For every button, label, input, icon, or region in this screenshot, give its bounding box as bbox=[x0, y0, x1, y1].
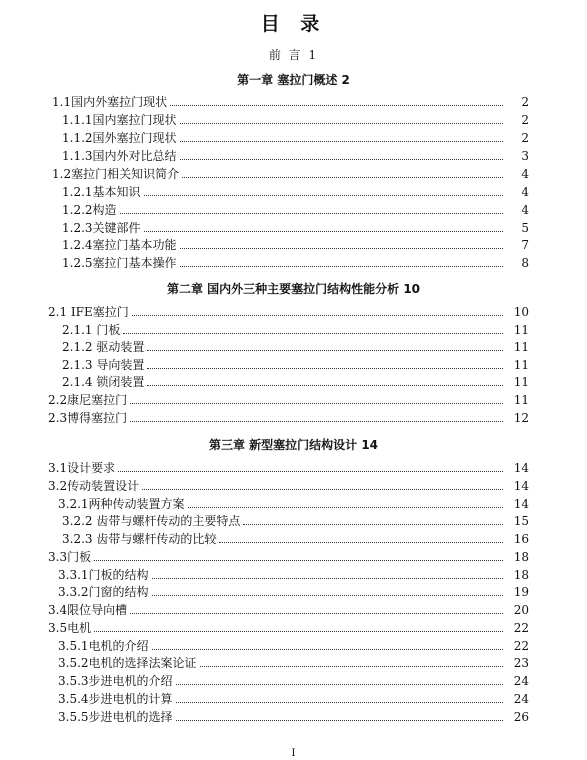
dot-leader bbox=[180, 266, 503, 267]
toc-entry[interactable] bbox=[62, 530, 529, 546]
dot-leader bbox=[176, 684, 503, 685]
toc-entry-text: 3.2.1两种传动装置方案 bbox=[58, 497, 185, 511]
toc-entry[interactable] bbox=[48, 477, 529, 493]
toc-entry[interactable] bbox=[62, 183, 529, 199]
chapter-heading-3[interactable]: 第三章 新型塞拉门结构设计 14 bbox=[208, 438, 379, 452]
dot-leader bbox=[94, 560, 503, 561]
toc-entry-page: 5 bbox=[521, 221, 529, 235]
preface-entry[interactable]: 前 言 1 bbox=[268, 48, 319, 62]
toc-entry-page: 2 bbox=[521, 131, 529, 145]
dot-leader bbox=[170, 105, 503, 106]
toc-entry-text: 3.2.2 齿带与螺杆传动的主要特点 bbox=[62, 514, 241, 528]
toc-entry-page: 10 bbox=[513, 305, 529, 319]
toc-entry[interactable] bbox=[58, 708, 529, 724]
dot-leader bbox=[152, 649, 503, 650]
toc-entry-text: 3.5.2电机的选择法案论证 bbox=[58, 656, 197, 670]
dot-leader bbox=[118, 471, 503, 472]
toc-entry-text: 3.1设计要求 bbox=[48, 461, 116, 475]
dot-leader bbox=[94, 631, 503, 632]
dot-leader bbox=[219, 542, 503, 543]
toc-entry[interactable] bbox=[62, 147, 529, 163]
toc-entry[interactable] bbox=[58, 495, 529, 511]
toc-entry[interactable] bbox=[58, 566, 529, 582]
toc-entry-text: 3.5.1电机的介绍 bbox=[58, 639, 149, 653]
dot-leader bbox=[180, 123, 503, 124]
toc-entry-page: 24 bbox=[513, 692, 529, 706]
toc-entry-page: 14 bbox=[513, 461, 529, 475]
toc-entry-text: 3.3.1门板的结构 bbox=[58, 568, 149, 582]
toc-entry-page: 2 bbox=[521, 113, 529, 127]
toc-entry-text: 3.2传动装置设计 bbox=[48, 479, 140, 493]
toc-entry[interactable] bbox=[48, 619, 529, 635]
dot-leader bbox=[176, 702, 503, 703]
toc-entry-text: 2.2康尼塞拉门 bbox=[48, 393, 128, 407]
toc-entry[interactable] bbox=[62, 338, 529, 354]
dot-leader bbox=[188, 507, 503, 508]
dot-leader bbox=[152, 595, 503, 596]
toc-entry-text: 3.2.3 齿带与螺杆传动的比较 bbox=[62, 532, 217, 546]
toc-entry-page: 4 bbox=[521, 203, 529, 217]
dot-leader bbox=[152, 578, 503, 579]
toc-entry-text: 3.3.2门窗的结构 bbox=[58, 585, 149, 599]
dot-leader bbox=[180, 159, 503, 160]
toc-entry-page: 12 bbox=[513, 411, 529, 425]
toc-entry-page: 16 bbox=[513, 532, 529, 546]
toc-entry-text: 2.1.4 锁闭装置 bbox=[62, 375, 145, 389]
dot-leader bbox=[147, 350, 503, 351]
toc-entry-page: 11 bbox=[513, 323, 529, 337]
toc-entry[interactable] bbox=[48, 601, 529, 617]
toc-entry-text: 1.1.2国外塞拉门现状 bbox=[62, 131, 177, 145]
toc-entry-text: 2.1 IFE塞拉门 bbox=[48, 305, 129, 319]
toc-entry-text: 1.2.1基本知识 bbox=[62, 185, 141, 199]
toc-entry[interactable] bbox=[58, 637, 529, 653]
toc-entry[interactable] bbox=[58, 583, 529, 599]
toc-entry[interactable] bbox=[62, 512, 529, 528]
dot-leader bbox=[243, 524, 503, 525]
toc-entry-text: 2.1.2 驱动装置 bbox=[62, 340, 145, 354]
toc-entry-text: 3.5.3步进电机的介绍 bbox=[58, 674, 173, 688]
toc-entry[interactable] bbox=[52, 165, 529, 181]
toc-entry-text: 1.1国内外塞拉门现状 bbox=[52, 95, 168, 109]
toc-entry[interactable] bbox=[62, 373, 529, 389]
toc-entry-page: 22 bbox=[513, 639, 529, 653]
toc-entry-text: 1.1.3国内外对比总结 bbox=[62, 149, 177, 163]
toc-entry[interactable] bbox=[48, 409, 529, 425]
toc-entry-page: 14 bbox=[513, 497, 529, 511]
dot-leader bbox=[130, 403, 503, 404]
toc-entry-page: 26 bbox=[513, 710, 529, 724]
toc-entry-text: 2.1.1 门板 bbox=[62, 323, 121, 337]
chapter-heading-1[interactable]: 第一章 塞拉门概述 2 bbox=[237, 73, 350, 87]
toc-entry-page: 18 bbox=[513, 550, 529, 564]
toc-entry[interactable] bbox=[48, 459, 529, 475]
dot-leader bbox=[180, 248, 503, 249]
dot-leader bbox=[130, 613, 503, 614]
toc-entry-text: 1.2塞拉门相关知识简介 bbox=[52, 167, 180, 181]
toc-entry-text: 3.5.4步进电机的计算 bbox=[58, 692, 173, 706]
dot-leader bbox=[144, 231, 503, 232]
toc-entry[interactable] bbox=[62, 236, 529, 252]
toc-entry-text: 3.5.5步进电机的选择 bbox=[58, 710, 173, 724]
toc-entry-page: 7 bbox=[521, 238, 529, 252]
toc-entry-text: 3.5电机 bbox=[48, 621, 92, 635]
dot-leader bbox=[176, 720, 503, 721]
dot-leader bbox=[144, 195, 503, 196]
toc-entry-page: 11 bbox=[513, 358, 529, 372]
toc-entry-text: 1.2.5塞拉门基本操作 bbox=[62, 256, 177, 270]
dot-leader bbox=[147, 368, 503, 369]
toc-entry-text: 2.1.3 导向装置 bbox=[62, 358, 145, 372]
toc-entry-text: 1.2.2构造 bbox=[62, 203, 117, 217]
toc-entry[interactable] bbox=[62, 321, 529, 337]
toc-entry[interactable] bbox=[62, 129, 529, 145]
toc-entry-text: 3.4限位导向槽 bbox=[48, 603, 128, 617]
toc-entry-page: 11 bbox=[513, 375, 529, 389]
toc-entry-page: 22 bbox=[513, 621, 529, 635]
toc-entry-page: 11 bbox=[513, 393, 529, 407]
toc-entry-page: 4 bbox=[521, 185, 529, 199]
toc-entry[interactable] bbox=[48, 391, 529, 407]
page-number-footer: I bbox=[291, 748, 296, 759]
dot-leader bbox=[180, 141, 503, 142]
toc-entry[interactable] bbox=[62, 201, 529, 217]
toc-entry-text: 1.2.4塞拉门基本功能 bbox=[62, 238, 177, 252]
dot-leader bbox=[200, 666, 503, 667]
toc-entry-page: 15 bbox=[513, 514, 529, 528]
toc-entry[interactable] bbox=[58, 654, 529, 670]
chapter-heading-2[interactable]: 第二章 国内外三种主要塞拉门结构性能分析 10 bbox=[166, 282, 421, 296]
toc-entry[interactable] bbox=[48, 548, 529, 564]
toc-entry-page: 4 bbox=[521, 167, 529, 181]
toc-entry-page: 20 bbox=[513, 603, 529, 617]
toc-entry[interactable] bbox=[52, 93, 529, 109]
toc-entry[interactable] bbox=[58, 690, 529, 706]
toc-entry[interactable] bbox=[48, 303, 529, 319]
dot-leader bbox=[147, 385, 503, 386]
toc-entry-page: 8 bbox=[521, 256, 529, 270]
page-title: 目 录 bbox=[260, 13, 327, 35]
toc-entry-text: 2.3博得塞拉门 bbox=[48, 411, 128, 425]
toc-entry[interactable] bbox=[62, 356, 529, 372]
toc-entry-page: 3 bbox=[521, 149, 529, 163]
toc-entry-page: 14 bbox=[513, 479, 529, 493]
toc-entry[interactable] bbox=[62, 111, 529, 127]
dot-leader bbox=[120, 213, 503, 214]
dot-leader bbox=[123, 333, 503, 334]
toc-entry-text: 1.1.1国内塞拉门现状 bbox=[62, 113, 177, 127]
dot-leader bbox=[130, 421, 503, 422]
toc-entry-text: 3.3门板 bbox=[48, 550, 92, 564]
toc-entry-text: 1.2.3关键部件 bbox=[62, 221, 141, 235]
dot-leader bbox=[182, 177, 503, 178]
toc-entry[interactable] bbox=[62, 254, 529, 270]
toc-entry-page: 18 bbox=[513, 568, 529, 582]
toc-entry-page: 23 bbox=[513, 656, 529, 670]
toc-entry[interactable] bbox=[58, 672, 529, 688]
toc-entry-page: 24 bbox=[513, 674, 529, 688]
toc-entry[interactable] bbox=[62, 219, 529, 235]
dot-leader bbox=[132, 315, 503, 316]
toc-entry-page: 11 bbox=[513, 340, 529, 354]
toc-entry-page: 19 bbox=[513, 585, 529, 599]
toc-entry-page: 2 bbox=[521, 95, 529, 109]
dot-leader bbox=[142, 489, 503, 490]
